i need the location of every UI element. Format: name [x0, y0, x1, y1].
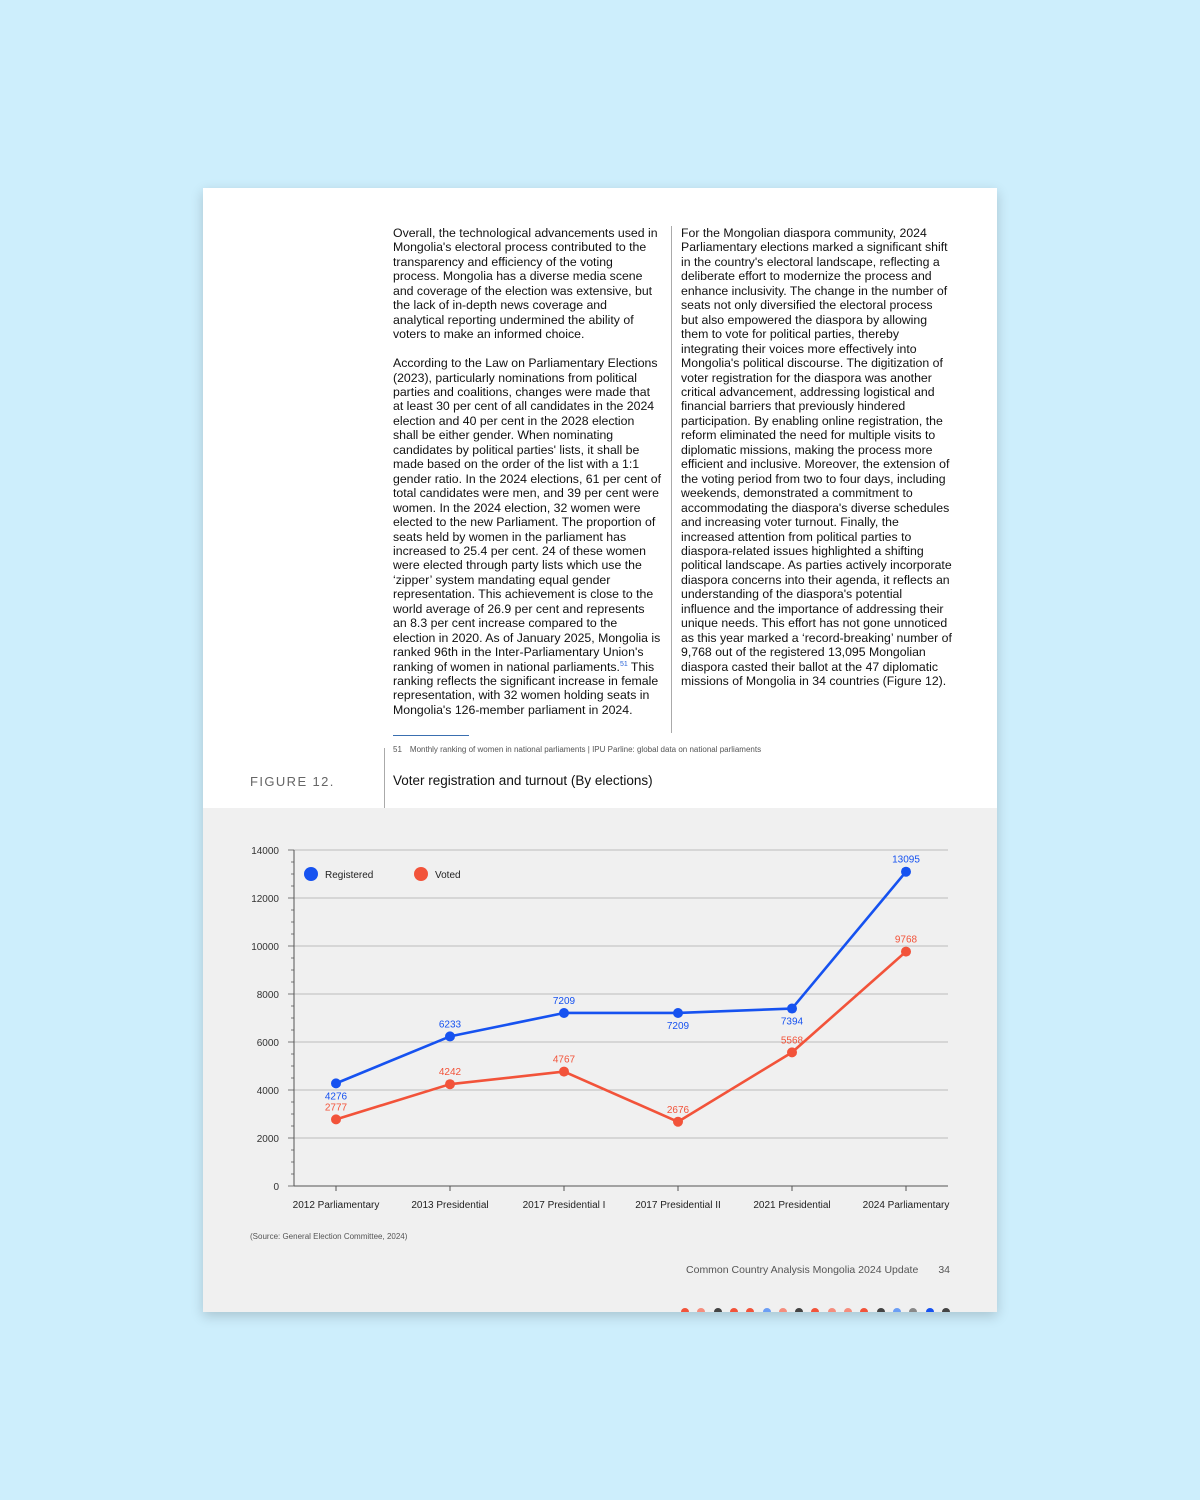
x-tick-label: 2024 Parliamentary [862, 1200, 950, 1211]
decorative-dot [828, 1308, 836, 1312]
page-footer [686, 1264, 950, 1276]
data-label: 2676 [666, 1104, 690, 1116]
decorative-dot [942, 1308, 950, 1312]
decorative-dot [844, 1308, 852, 1312]
data-point-registered [331, 1078, 341, 1088]
line-chart [203, 808, 997, 1228]
y-tick-label: 4000 [256, 1086, 279, 1097]
data-point-registered [559, 1008, 569, 1018]
y-tick-label: 2000 [256, 1134, 279, 1145]
legend-marker-registered [304, 867, 318, 881]
data-point-voted [901, 947, 911, 957]
data-point-voted [673, 1117, 683, 1127]
footnote [393, 745, 761, 754]
y-tick-label: 6000 [256, 1038, 279, 1049]
x-tick-label: 2013 Presidential [411, 1200, 489, 1211]
x-tick-label: 2012 Parliamentary [292, 1200, 380, 1211]
data-point-registered [673, 1008, 683, 1018]
paragraph-text: According to the Law on Parliamentary Elections (2023), particularly nominations from political parties and coalitions, changes were made that at least 30 per cent of all candidates in the 2024 election and 40 per cent in the 2028 election shall be either gender. When nominating candidates by political parties' lists, it shall be made based on the order of the list with a 1:1 gender ratio. In the 2024 elections, 61 per cent of total candidates were men, and 39 per cent were women. In the 2024 election, 32 women were elected to the new Parliament. The proportion of seats held by women in the parliament has increased to 25.4 per cent. 24 of these women were elected through party lists which use the ‘zipper’ system mandating equal gender representation. This achievement is close to the world average of 26.9 per cent and represents an 8.3 per cent increase compared to the election in 2020. As of January 2025, Mongolia is ranked 96th in the Inter-Parliamentary Union's ranking of women in national parliaments. [393, 356, 661, 674]
x-tick-label: 2021 Presidential [753, 1200, 831, 1211]
document-page [203, 188, 997, 1312]
y-tick-label: 14000 [251, 846, 279, 857]
data-label: 5568 [780, 1035, 804, 1047]
data-label: 13095 [892, 854, 920, 866]
series-line-voted [336, 952, 906, 1122]
data-label: 9768 [894, 934, 918, 946]
figure-title: Voter registration and turnout (By elections) [393, 773, 653, 788]
decorative-dot [763, 1308, 771, 1312]
figure-divider [384, 748, 385, 808]
decorative-dot [893, 1308, 901, 1312]
data-point-voted [445, 1079, 455, 1089]
decorative-dot [795, 1308, 803, 1312]
decorative-dot [779, 1308, 787, 1312]
paragraph-gender-representation [393, 356, 661, 717]
data-label: 7209 [552, 995, 576, 1007]
decorative-dot [730, 1308, 738, 1312]
data-label: 6233 [438, 1019, 462, 1031]
decorative-dot [926, 1308, 934, 1312]
decorative-dot [811, 1308, 819, 1312]
y-tick-label: 8000 [256, 990, 279, 1001]
footnote-rule [393, 735, 469, 736]
data-label: 2777 [324, 1102, 348, 1114]
data-point-registered [901, 867, 911, 877]
decorative-dot [697, 1308, 705, 1312]
data-point-voted [331, 1114, 341, 1124]
column-divider [671, 226, 672, 733]
decorative-dot [909, 1308, 917, 1312]
body-column-left [393, 226, 661, 732]
y-tick-label: 10000 [251, 942, 279, 953]
data-point-voted [559, 1067, 569, 1077]
x-tick-label: 2017 Presidential II [635, 1200, 721, 1211]
legend-label-voted: Voted [435, 870, 461, 881]
figure-label: FIGURE 12. [250, 774, 335, 789]
data-label: 7394 [780, 1016, 804, 1028]
legend-marker-voted [414, 867, 428, 881]
decorative-dot [877, 1308, 885, 1312]
footer-title: Common Country Analysis Mongolia 2024 Update [686, 1264, 919, 1276]
body-column-right [681, 226, 953, 703]
footnote-reference[interactable]: 51 [619, 660, 628, 668]
decorative-dot [746, 1308, 754, 1312]
paragraph-tech-advancements: Overall, the technological advancements used in Mongolia's electoral process contributed to the transparency and efficiency of the voting process. Mongolia has a diverse media scene and coverage of the election was extensive, but the lack of in-depth news coverage and analytical reporting undermined the ability of voters to make an informed choice. [393, 226, 658, 342]
page-number: 34 [938, 1264, 950, 1276]
data-label: 4276 [324, 1091, 348, 1103]
data-point-registered [787, 1004, 797, 1014]
decorative-dot [681, 1308, 689, 1312]
y-tick-label: 0 [273, 1182, 279, 1193]
paragraph-diaspora: For the Mongolian diaspora community, 2024 Parliamentary elections marked a significant shift in the country's electoral landscape, reflecting a deliberate effort to modernize the process and enhance inclusivity. The change in the number of seats not only diversified the electoral process but also empowered the diaspora by allowing them to vote for political parties, thereby integrating their voices more effectively into Mongolia's political discourse. The digitization of voter registration for the diaspora was another critical advancement, addressing logistical and financial barriers that previously hindered participation. By enabling online registration, the reform eliminated the need for multiple visits to diplomatic missions, making the process more efficient and inclusive. Moreover, the extension of the voting period from two to four days, including weekends, demonstrated a commitment to accommodating the diaspora's diverse schedules and increasing voter turnout. Finally, the increased attention from political parties to diaspora-related issues highlighted a shifting political landscape. As parties actively incorporate diaspora concerns into their agenda, it reflects an understanding of the diaspora's potential influence and the importance of addressing their unique needs. This effort has not gone unnoticed as this year marked a ‘record-breaking’ number of 9,768 out of the registered 13,095 Mongolian diaspora casted their ballot at the 47 diplomatic missions of Mongolia in 34 countries (Figure 12). [681, 226, 952, 689]
footnote-number: 51 [393, 745, 402, 754]
data-point-registered [445, 1031, 455, 1041]
paragraph-text-continued: This ranking reflects the significant increase in female representation, with 32 women holding seats in Mongolia's 126-member parliament in 2024. [393, 659, 659, 717]
data-label: 4767 [552, 1054, 576, 1066]
legend-label-registered: Registered [325, 870, 374, 881]
decorative-dot [714, 1308, 722, 1312]
chart-source: (Source: General Election Committee, 2024) [250, 1232, 408, 1241]
x-tick-label: 2017 Presidential I [522, 1200, 606, 1211]
data-point-voted [787, 1047, 797, 1057]
data-label: 7209 [666, 1020, 690, 1032]
series-line-registered [336, 872, 906, 1084]
data-label: 4242 [438, 1067, 462, 1079]
decorative-dots [681, 1308, 961, 1312]
chart-panel [203, 808, 997, 1312]
y-tick-label: 12000 [251, 894, 279, 905]
footnote-text: Monthly ranking of women in national parliaments | IPU Parline: global data on national parliaments [409, 745, 762, 754]
decorative-dot [860, 1308, 868, 1312]
